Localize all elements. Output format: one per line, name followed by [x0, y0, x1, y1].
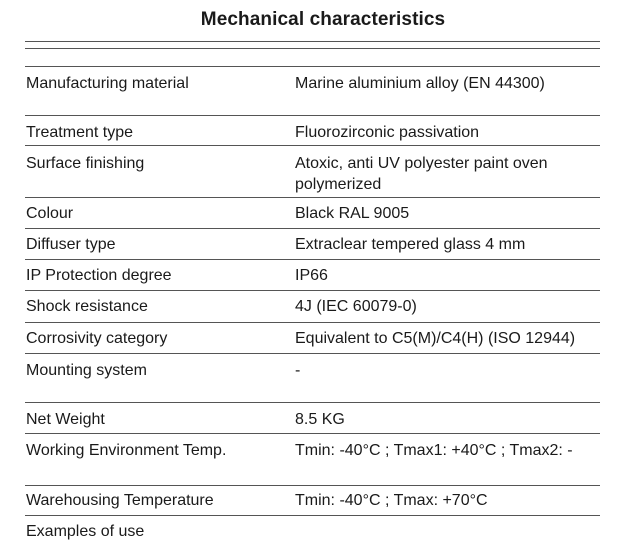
row-value: 8.5 KG — [295, 411, 345, 428]
row-label: Net Weight — [26, 411, 105, 428]
table-row — [25, 229, 600, 260]
row-value: Equivalent to C5(M)/C4(H) (ISO 12944) — [295, 330, 576, 347]
row-value: Tmin: -40°C ; Tmax: +70°C — [295, 492, 488, 509]
table-row — [25, 323, 600, 354]
row-value: Black RAL 9005 — [295, 205, 410, 222]
row-label: Treatment type — [26, 124, 134, 141]
table-row — [25, 198, 600, 229]
row-label: Corrosivity category — [26, 330, 168, 347]
title-divider-top — [25, 41, 600, 42]
row-label: IP Protection degree — [26, 267, 172, 284]
row-label: Working Environment Temp. — [26, 442, 227, 459]
row-value: 4J (IEC 60079-0) — [295, 298, 417, 315]
table-row — [25, 260, 600, 291]
table-row — [25, 403, 600, 434]
row-value: Extraclear tempered glass 4 mm — [295, 236, 526, 253]
section-title: Mechanical characteristics — [200, 9, 446, 30]
row-label: Examples of use — [26, 523, 145, 540]
table-row — [25, 291, 600, 323]
table-row — [25, 115, 600, 146]
table-row — [25, 66, 600, 116]
row-value: Tmin: -40°C ; Tmax1: +40°C ; Tmax2: - — [295, 442, 573, 459]
row-label: Manufacturing material — [26, 75, 189, 92]
row-label: Mounting system — [26, 362, 147, 379]
row-value: IP66 — [295, 267, 328, 284]
row-value: Atoxic, anti UV polyester paint oven polymerized — [295, 155, 548, 193]
table-row — [25, 517, 600, 547]
row-label: Shock resistance — [26, 298, 148, 315]
row-value: Fluorozirconic passivation — [295, 124, 480, 141]
row-label: Surface finishing — [26, 155, 145, 172]
table-row — [25, 146, 600, 198]
row-label: Diffuser type — [26, 236, 116, 253]
row-label: Colour — [26, 205, 74, 222]
row-value: Marine aluminium alloy (EN 44300) — [295, 75, 545, 92]
row-value: - — [295, 362, 301, 379]
table-row — [25, 434, 600, 486]
title-divider-bottom — [25, 48, 600, 49]
table-row — [25, 354, 600, 403]
row-label: Warehousing Temperature — [26, 492, 214, 509]
table-row — [25, 486, 600, 516]
